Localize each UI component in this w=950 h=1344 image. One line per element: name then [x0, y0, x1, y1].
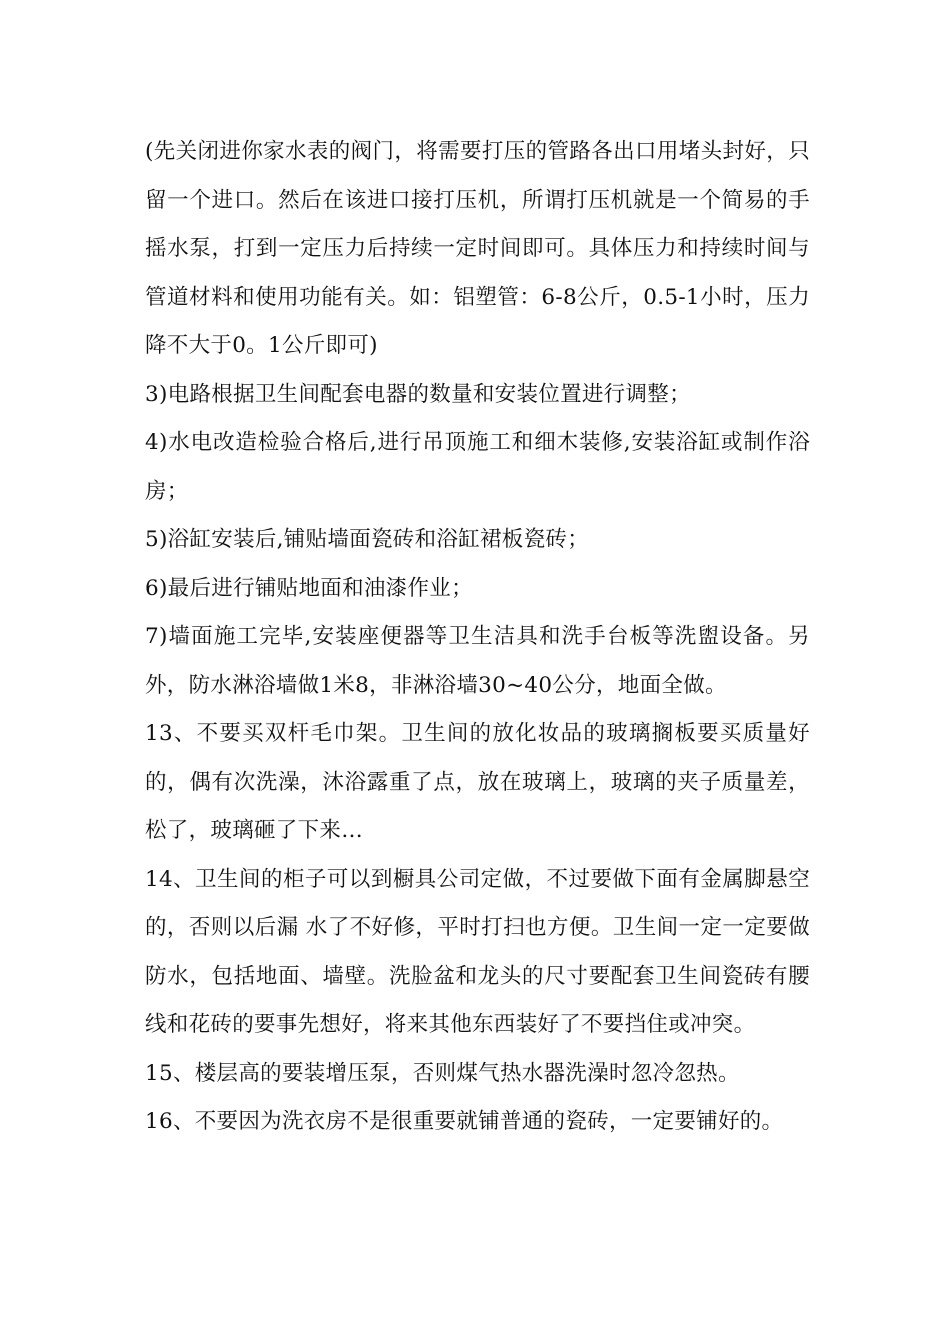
paragraph-step-3: 3)电路根据卫生间配套电器的数量和安装位置进行调整；: [145, 381, 691, 407]
paragraph-step-4: 4)水电改造检验合格后,进行吊顶施工和细木装修,安装浴缸或制作浴房；: [145, 430, 810, 504]
paragraph-tip-15: 15、楼层高的要装增压泵，否则煤气热水器洗澡时忽冷忽热。: [145, 1060, 740, 1086]
paragraph-tip-16: 16、不要因为洗衣房不是很重要就铺普通的瓷砖，一定要铺好的。: [145, 1109, 784, 1134]
paragraph-pressure-test: (先关闭进你家水表的阀门，将需要打压的管路各出口用堵头封好，只留一个进口。然后在该进口接打压机，所谓打压机就是一个简易的手摇水泵，打到一定压力后持续一定时间即可。具体压力和持续时间与管道材料和使用功能有关。如：铝塑管：6-8公斤，0.5-1小时，压力降不大于0。1公斤即可): [145, 139, 810, 358]
paragraph-tip-13: 13、不要买双杆毛巾架。卫生间的放化妆品的玻璃搁板要买质量好的，偶有次洗澡，沐浴露重了点，放在玻璃上，玻璃的夹子质量差，松了，玻璃砸了下来…: [145, 721, 810, 843]
paragraph-tip-14: 14、卫生间的柜子可以到橱具公司定做，不过要做下面有金属脚悬空的，否则以后漏 水了不好修，平时打扫也方便。卫生间一定一定要做 防水，包括地面、墙壁。洗脸盆和龙头的尺寸要配套卫生间瓷砖有腰线和花砖的要事先想好，将来其他东西装好了不要挡住或冲突。: [145, 866, 810, 1037]
paragraph-step-6: 6)最后进行铺贴地面和油漆作业；: [145, 575, 473, 601]
document-body: [145, 128, 810, 1147]
paragraph-step-5: 5)浴缸安装后,铺贴墙面瓷砖和浴缸裙板瓷砖；: [145, 527, 590, 552]
paragraph-step-7: 7)墙面施工完毕,安装座便器等卫生洁具和洗手台板等洗盥设备。另外，防水淋浴墙做1米8，非淋浴墙30~40公分，地面全做。: [145, 624, 810, 698]
